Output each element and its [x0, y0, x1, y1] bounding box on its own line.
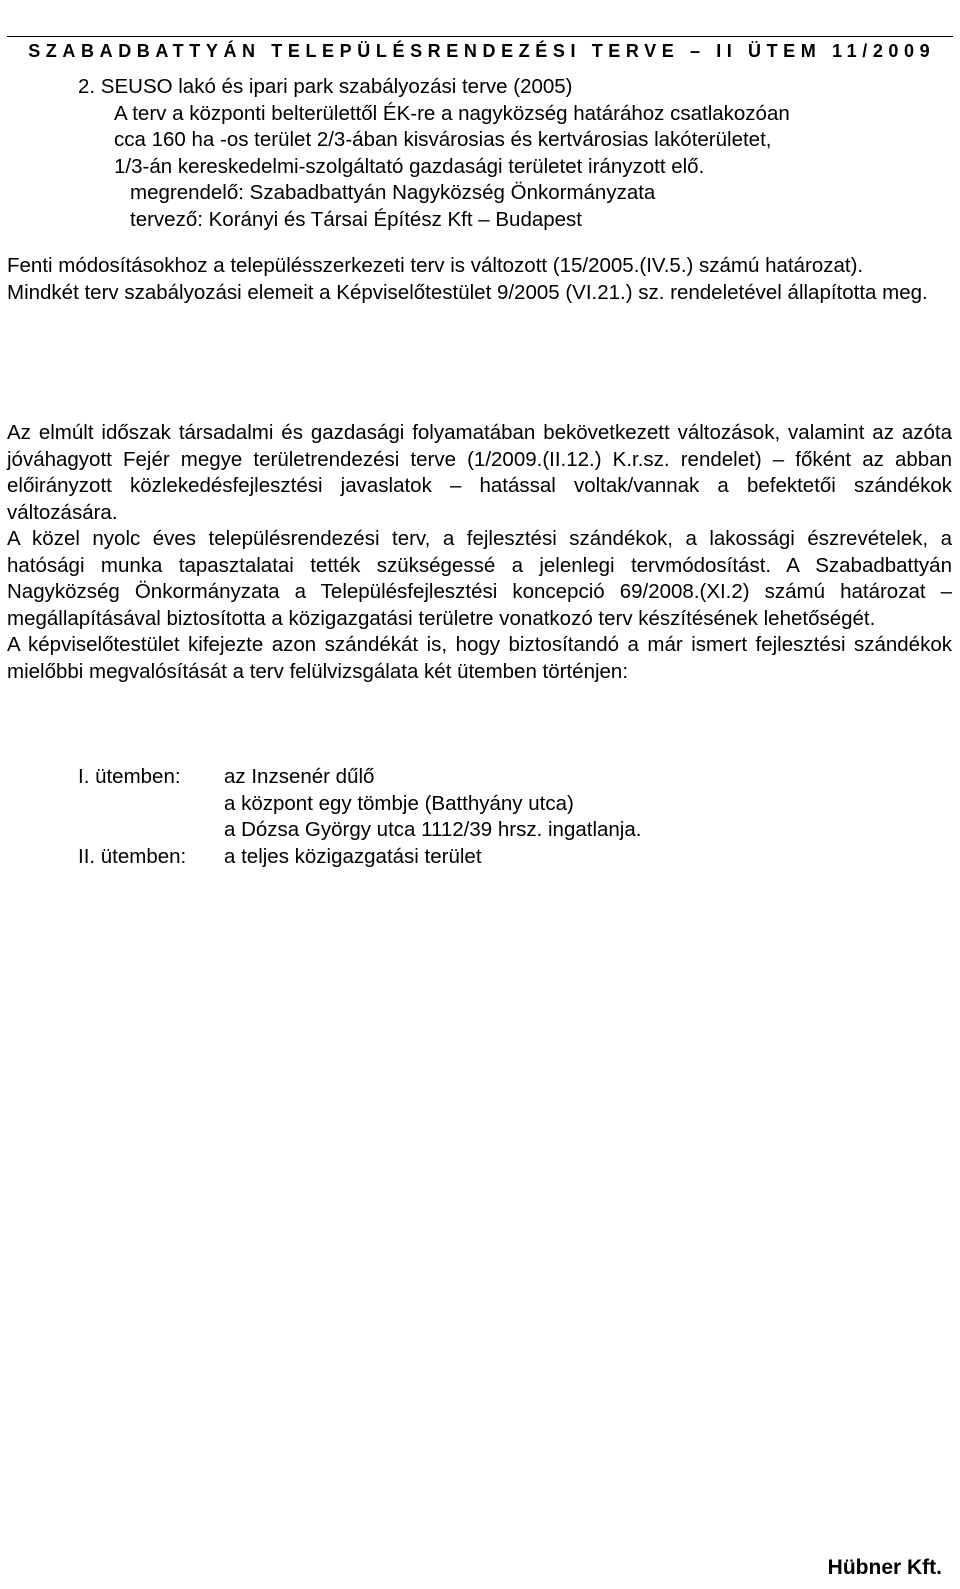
stage-items [224, 764, 641, 844]
stage-label: II. ütemben: [78, 844, 187, 868]
page-header [7, 6, 953, 61]
paragraph-group-1 [7, 253, 952, 306]
item-client: megrendelő: Szabadbattyán Nagyközség Önkormányzata [130, 181, 656, 204]
paragraph-group-2 [7, 420, 952, 685]
footer-company: Hübner Kft. [827, 1556, 942, 1579]
stage-item: az Inzsenér dűlő [224, 765, 375, 788]
paragraph: Mindkét terv szabályozási elemeit a Képviselőtestület 9/2005 (VI.21.) sz. rendeletével állapította meg. [7, 280, 928, 304]
item-heading: 2. SEUSO lakó és ipari park szabályozási terve (2005) [78, 75, 573, 98]
paragraph: Fenti módosításokhoz a településszerkezeti terv is változott (15/2005.(IV.5.) számú határozat). [7, 254, 864, 277]
paragraph: Az elmúlt időszak társadalmi és gazdasági folyamatában bekövetkezett változások, valamint az azóta jóváhagyott Fejér megye területrendezési terve (1/2009.(II.12.) K.r.sz. rendelet) – főként az abban előirányzott közlekedésfejlesztési javaslatok – hatással voltak/vannak a befektetői szándékok változására. [7, 421, 952, 524]
header-title: SZABADBATTYÁN TELEPÜLÉSRENDEZÉSI TERVE – II ÜTEM 11/2009 [28, 41, 936, 61]
numbered-item-2 [78, 74, 958, 233]
stage-item: a teljes közigazgatási terület [224, 844, 482, 868]
stage-label: I. ütemben: [78, 765, 181, 788]
stage-row [78, 844, 641, 871]
stage-items [224, 844, 482, 871]
paragraph: A képviselőtestület kifejezte azon szándékát is, hogy biztosítandó a már ismert fejlesztési szándékok mielőbbi megvalósítását a terv felülvizsgálata két ütemben történjen: [7, 633, 952, 683]
stage-row [78, 764, 641, 844]
stages-list [78, 764, 641, 870]
item-line: 1/3-án kereskedelmi-szolgáltató gazdasági területet irányzott elő. [114, 154, 705, 178]
stage-item: a központ egy tömbje (Batthyány utca) [224, 791, 574, 815]
item-designer: tervező: Korányi és Társai Építész Kft – Budapest [130, 207, 582, 231]
page-footer [828, 1555, 942, 1581]
item-line: A terv a központi belterülettől ÉK-re a nagyközség határához csatlakozóan [114, 101, 790, 125]
stage-item: a Dózsa György utca 1112/39 hrsz. ingatlanja. [224, 818, 642, 841]
item-line: cca 160 ha -os terület 2/3-ában kisvárosias és kertvárosias lakóterületet, [114, 128, 772, 151]
paragraph: A közel nyolc éves településrendezési terv, a fejlesztési szándékok, a lakossági észrevételek, a hatósági munka tapasztalatai tették szükségessé a jelenlegi tervmódosítást. A Szabadbattyán Nagyközség Önkormányzata a Településfejlesztési koncepció 69/2008.(XI.2) számú határozat – megállapításával biztosította a közigazgatási területre vonatkozó terv készítésének lehetőségét. [7, 527, 952, 630]
